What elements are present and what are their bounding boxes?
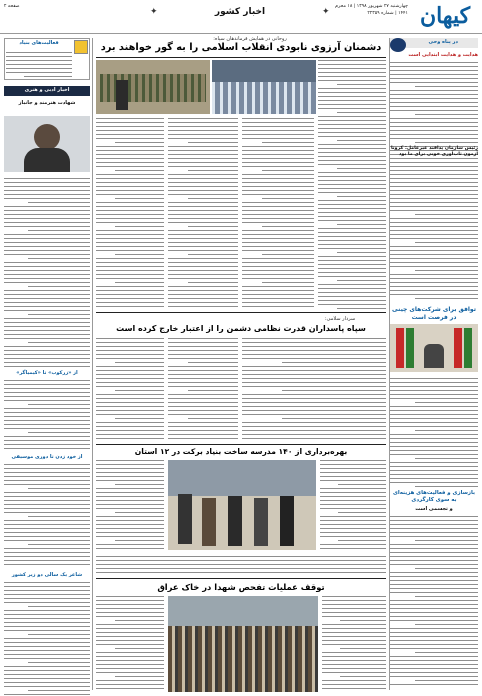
box-title: بازسازی و فعالیت‌های هزینه‌ای به سوی کارگردی bbox=[392, 490, 476, 503]
headline-kicker: روحانی در همایش فرماندهان سپاه: bbox=[213, 36, 287, 42]
divider bbox=[96, 578, 386, 579]
page-info: صفحه ۲ bbox=[4, 4, 20, 9]
divider bbox=[96, 312, 386, 313]
text-block bbox=[318, 60, 386, 316]
ornament-icon: ✦ bbox=[322, 7, 330, 17]
headline-quaternary: توقف عملیات تفحص شهدا در خاک عراق bbox=[157, 582, 325, 592]
box-title: شاعر یک سالی دو زیر کشور bbox=[11, 572, 83, 578]
text-block bbox=[96, 556, 386, 576]
box-title: توافق برای شرکت‌های چینی در فرصت است bbox=[392, 306, 476, 321]
text-block bbox=[322, 596, 386, 692]
text-block bbox=[4, 178, 90, 370]
headline-secondary: سپاه پاسداران قدرت نظامی دشمن را از اعتبار خارج کرده است bbox=[116, 324, 366, 333]
issue-info: چهارشنبه ۲۷ شهریور ۱۳۹۸ | ۱۸ محرم ۱۴۴۱ | شماره ۲۲۳۵۹ bbox=[335, 4, 408, 16]
text-block bbox=[390, 516, 478, 688]
box-subtitle: و تجسمی است bbox=[415, 506, 453, 512]
headline-main: دشمنان آرزوی نابودی انقلاب اسلامی را به گور خواهند برد bbox=[100, 42, 382, 53]
headline-tertiary: بهره‌برداری از ۱۴۰ مدرسه ساخت بنیاد برکت در ۱۲ استان bbox=[134, 447, 348, 456]
ornament-icon: ✦ bbox=[150, 7, 158, 17]
text-block bbox=[168, 338, 238, 442]
box-title: در پناه وحی bbox=[428, 39, 458, 45]
text-block bbox=[96, 460, 164, 552]
divider bbox=[96, 57, 386, 58]
box-title: از خود زدن تا دوری موسیقی bbox=[11, 454, 83, 460]
photo-portrait bbox=[4, 116, 90, 172]
photo-flags bbox=[390, 324, 478, 372]
text-block bbox=[4, 464, 90, 568]
headline-kicker: سردار سلامی: bbox=[324, 316, 356, 322]
masthead bbox=[0, 0, 482, 34]
section-title: اخبار کشور bbox=[214, 7, 266, 17]
box-title: اخبار ادبی و هنری bbox=[24, 87, 70, 93]
photo-hall bbox=[212, 60, 316, 114]
text-block bbox=[390, 162, 478, 302]
text-block bbox=[4, 380, 90, 452]
text-block bbox=[242, 118, 314, 310]
box-subtitle: شهادت هنرمند و جانباز bbox=[18, 100, 76, 106]
photo-funeral-crowd bbox=[168, 596, 318, 692]
text-block bbox=[96, 118, 164, 310]
text-block bbox=[4, 582, 90, 696]
photo-school-opening bbox=[168, 460, 316, 550]
box-title: رئیس سازمان پدافند غیرعامل: کرونا آزمون تاب‌آوری خوبی برای ما بود bbox=[390, 146, 478, 157]
text-block bbox=[96, 338, 164, 442]
column-divider bbox=[92, 38, 93, 690]
text-block bbox=[242, 338, 386, 442]
divider bbox=[96, 444, 386, 445]
box-title: از «زرکوب» تا «کیمیاگر» bbox=[16, 370, 78, 376]
gift-icon bbox=[74, 40, 88, 54]
text-block bbox=[96, 596, 164, 692]
text-block bbox=[390, 378, 478, 490]
text-block bbox=[320, 460, 386, 552]
text-block bbox=[6, 52, 72, 80]
emblem-icon bbox=[390, 38, 406, 52]
box-title: فعالیت‌های بنیاد bbox=[19, 40, 59, 46]
newspaper-logo: کیهان bbox=[419, 3, 471, 29]
photo-ceremony bbox=[96, 60, 210, 114]
column-divider bbox=[389, 38, 390, 690]
box-subtitle: هدایت و هدایت ابتدایی است bbox=[408, 52, 478, 58]
text-block bbox=[168, 118, 238, 310]
